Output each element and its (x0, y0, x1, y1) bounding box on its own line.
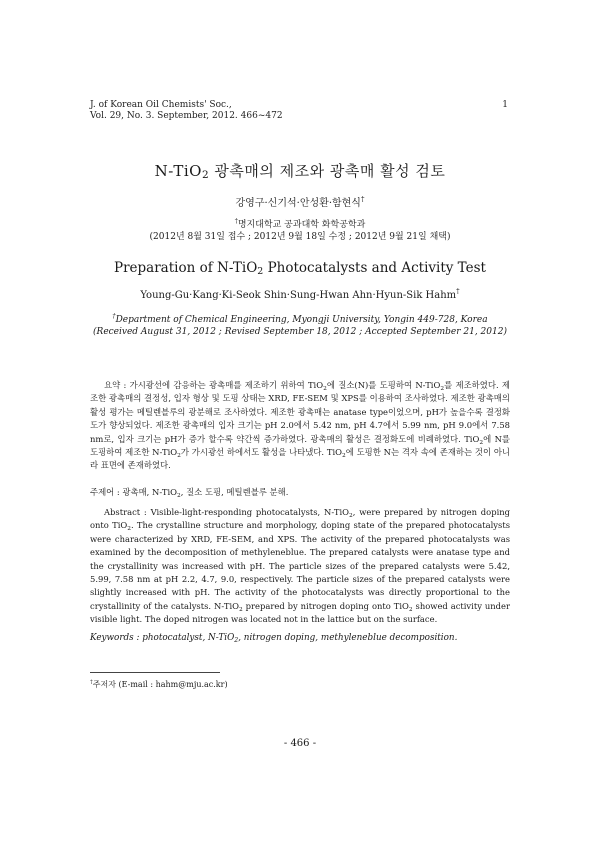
english-authors: Young-Gu·Kang·Ki-Seok Shin·Sung-Hwan Ahn·Hyun-Sik Hahm† (140, 287, 460, 301)
korean-authors: 강영구·신기석·안성환·함현식† (235, 195, 365, 209)
footer-page-number: - 466 - (283, 738, 317, 749)
dagger-mark: † (360, 195, 365, 204)
dagger-mark: † (234, 218, 238, 225)
english-keywords: Keywords : photocatalyst, N-TiO$_2$, nitrogen doping, methyleneblue decomposition. (90, 633, 458, 644)
korean-affiliation: †명지대학교 공과대학 화학공학과 (2012년 8월 31일 접수 ; 2012년 9월 18일 수정 ; 2012년 9월 21일 채택) (0, 219, 600, 243)
dagger-mark: † (456, 287, 460, 296)
header-page-number: 1 (502, 100, 508, 110)
korean-dates: (2012년 8월 31일 접수 ; 2012년 9월 18일 수정 ; 2012년 9월 21일 채택) (149, 232, 451, 242)
dagger-mark: † (112, 313, 116, 320)
footnote: †주저자 (E-mail : hahm@mju.ac.kr) (90, 679, 228, 689)
dagger-mark: † (90, 679, 93, 686)
english-abstract: Abstract : Visible-light-responding photocatalysts, N-TiO$_2$, were prepared by nitrogen doping onto TiO$_2$. The crystalline structure and morphology, doping state of the prepared photocatalysts were characterized by XRD, FE-SEM, and XPS. The activity of the prepared photocatalysts was examined by the decomposition of methyleneblue. The prepared catalysts were anatase type and the crystallinity was increased with pH. The particle sizes of the prepared catalysts were 5.42, 5.99, 7.58 nm at pH 2.2, 4.7, 9.0, respectively. The particle sizes of the prepared catalysts were slightly increased with pH. The activity of the photocatalysts was directly proportional to the crystallinity of the catalysts. N-TiO$_2$ prepared by nitrogen doping onto TiO$_2$ showed activity under visible light. The doped nitrogen was located not in the lattice but on the surface. (90, 507, 511, 625)
english-title: Preparation of N-TiO$_2$ Photocatalysts and Activity Test (114, 260, 486, 277)
journal-volume: Vol. 29, No. 3. September, 2012. 466~472 (90, 111, 283, 121)
journal-name: J. of Korean Oil Chemists' Soc., (90, 100, 232, 110)
korean-title: N-TiO$_2$ 광촉매의 제조와 광촉매 활성 검토 (154, 162, 446, 181)
journal-citation (90, 100, 283, 122)
english-affiliation: †Department of Chemical Engineering, Myongji University, Yongin 449-728, Korea (Received August 31, 2012 ; Revised September 18, 2012 ; Accepted September 21, 2012) (0, 314, 600, 338)
english-dates: (Received August 31, 2012 ; Revised September 18, 2012 ; Accepted September 21, 2012) (93, 327, 507, 337)
korean-abstract: 요약 : 가시광선에 감응하는 광촉매를 제조하기 위하여 TiO$_2$에 질소(N)를 도핑하여 N-TiO$_2$를 제조하였다. 제조한 광촉매의 결정성, 입자 형상 및 도핑 상태는 XRD, FE-SEM 및 XPS를 이용하여 조사하였다. 제조한 광촉매의 활성 평가는 메틸렌블루의 광분해로 조사하였다. 제조한 광촉매는 anatase type이었으며, pH가 높을수록 결정화도가 향상되었다. 제조한 광촉매의 입자 크기는 pH 2.0에서 5.42 nm, pH 4.7에서 5.99 nm, pH 9.0에서 7.58 nm로, 입자 크기는 pH가 증가 할수록 약간씩 증가하였다. 광촉매의 활성은 결정화도에 비례하였다. TiO$_2$에 N를 도핑하여 제조한 N-TiO$_2$가 가시광선 하에서도 활성을 나타냈다. TiO$_2$에 도핑한 N는 격자 속에 존재하는 것이 아니라 표면에 존재하였다. (90, 380, 511, 471)
footnote-divider (90, 672, 220, 673)
korean-keywords: 주제어 : 광촉매, N-TiO$_2$, 질소 도핑, 메틸렌블루 분해. (90, 487, 289, 499)
